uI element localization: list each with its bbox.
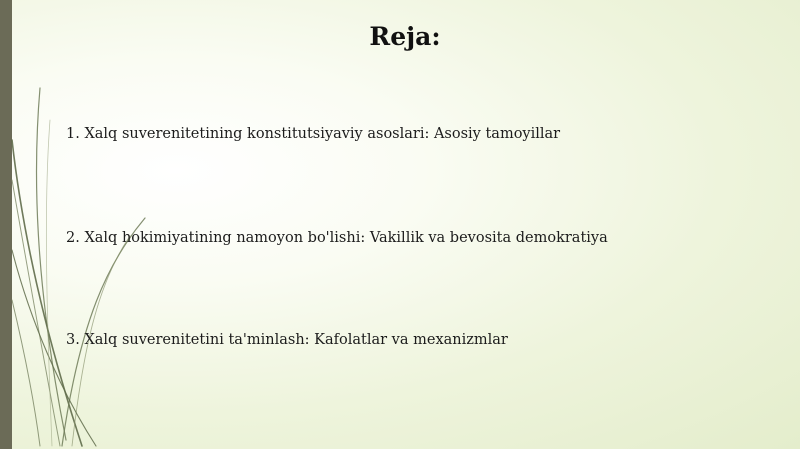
agenda-item-2: 2. Xalq hokimiyatining namoyon bo'lishi: Vakillik va bevosita demokratiya — [66, 230, 608, 246]
agenda-item-3: 3. Xalq suverenitetini ta'minlash: Kafolatlar va mexanizmlar — [66, 332, 508, 348]
agenda-item-1: 1. Xalq suverenitetining konstitutsiyaviy asoslari: Asosiy tamoyillar — [66, 126, 561, 142]
slide-title: Reja: — [369, 22, 441, 51]
